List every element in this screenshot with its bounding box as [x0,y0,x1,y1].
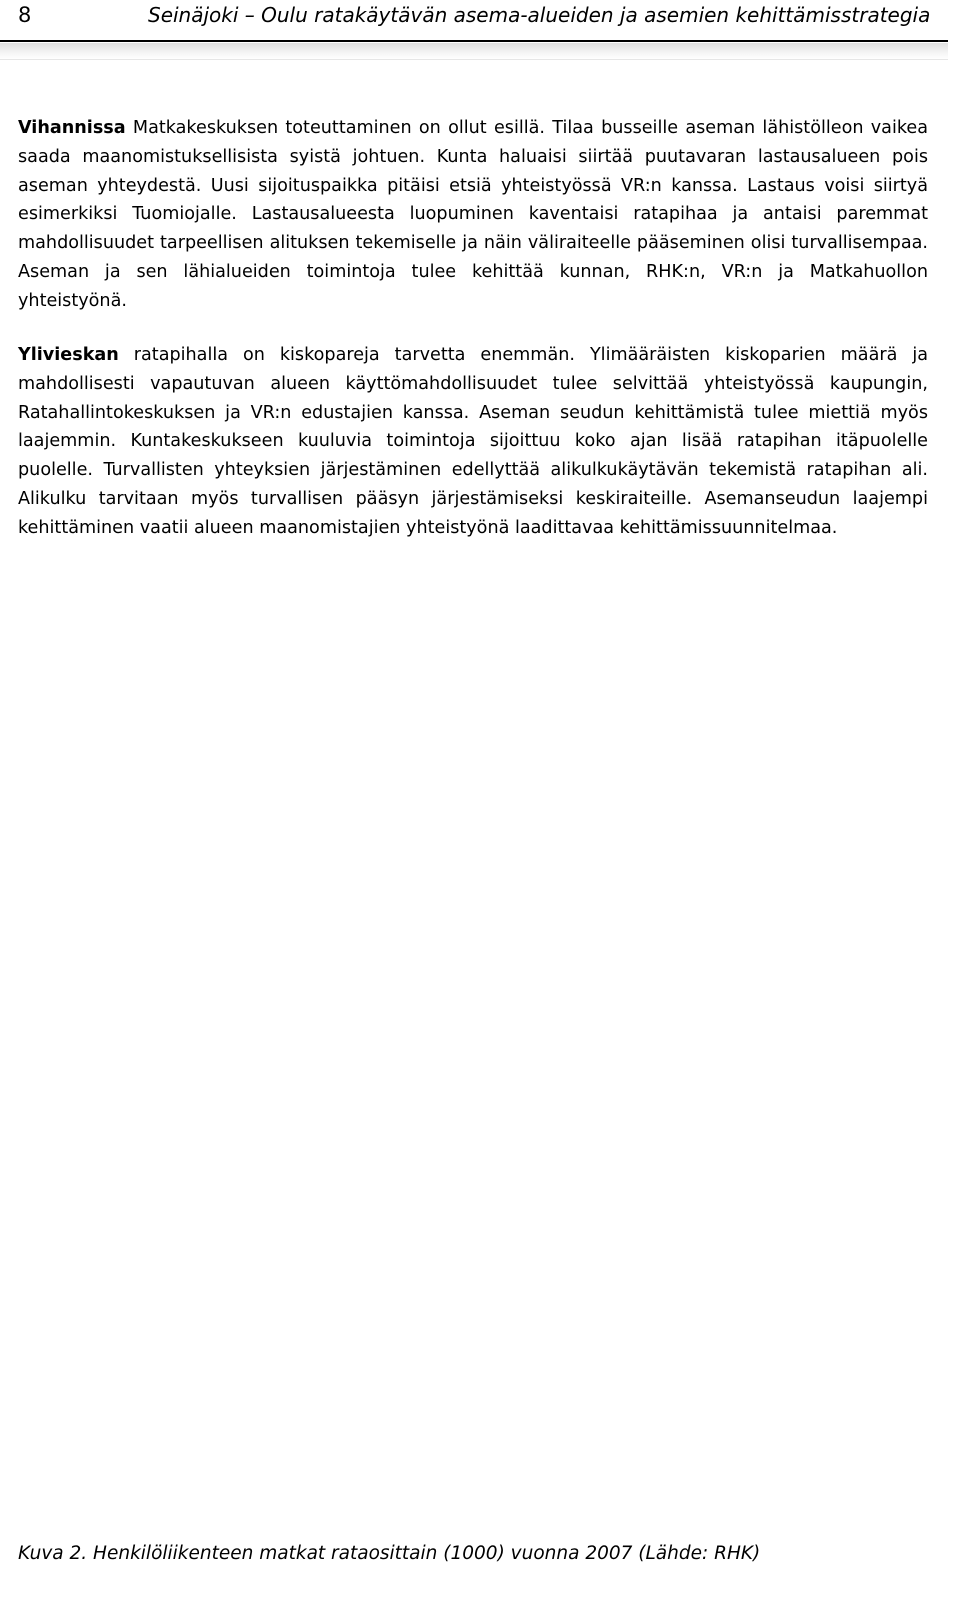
header-rule-shadow [0,43,948,60]
paragraph-body: Matkakeskuksen toteuttaminen on ollut esillä. Tilaa busseille aseman lähistölleon vaikea saada maanomistuksellisista syistä johtuen. Kunta haluaisi siirtää puutavaran lastausalueen pois aseman yhteydestä. Uusi sijoituspaikka pitäisi etsiä yhteistyössä VR:n kanssa. Lastaus voisi siirtyä esimerkiksi Tuomiojalle. Lastausalueesta luopuminen kaventaisi ratapihaa ja antaisi paremmat mahdollisuudet tarpeellisen alituksen tekemiselle ja näin väliraiteelle pääseminen olisi turvallisempaa. Aseman ja sen lähialueiden toimintoja tulee kehittää kunnan, RHK:n, VR:n ja Matkahuollon yhteistyönä. [18,118,928,311]
paragraph-body: ratapihalla on kiskopareja tarvetta enemmän. Ylimääräisten kiskoparien määrä ja mahdollisesti vapautuvan alueen käyttömahdollisuudet tulee selvittää yhteistyössä kaupungin, Ratahallintokeskuksen ja VR:n edustajien kanssa. Aseman seudun kehittämistä tulee miettiä myös laajemmin. Kuntakeskukseen kuuluvia toimintoja sijoittuu koko ajan lisää ratapihan itäpuolelle puolelle. Turvallisten yhteyksien järjestäminen edellyttää alikulkukäytävän tekemistä ratapihan ali. Alikulku tarvitaan myös turvallisen pääsyn järjestämiseksi keskiraiteille. Asemanseudun laajempi kehittäminen vaatii alueen maanomistajien yhteistyönä laadittavaa kehittämissuunnitelmaa. [18,345,928,538]
paragraph-lead: Ylivieskan [18,345,119,365]
header-rule [0,40,948,42]
page-header [18,0,942,40]
paragraph-ylivieska [18,341,928,543]
page-number: 8 [18,3,32,27]
paragraph-lead: Vihannissa [18,118,126,138]
running-title: Seinäjoki – Oulu ratakäytävän asema-alueiden ja asemien kehittämisstrategia [148,3,931,27]
paragraph-vihanti [18,114,928,316]
figure-caption: Kuva 2. Henkilöliikenteen matkat rataosittain (1000) vuonna 2007 (Lähde: RHK) [18,1543,761,1564]
